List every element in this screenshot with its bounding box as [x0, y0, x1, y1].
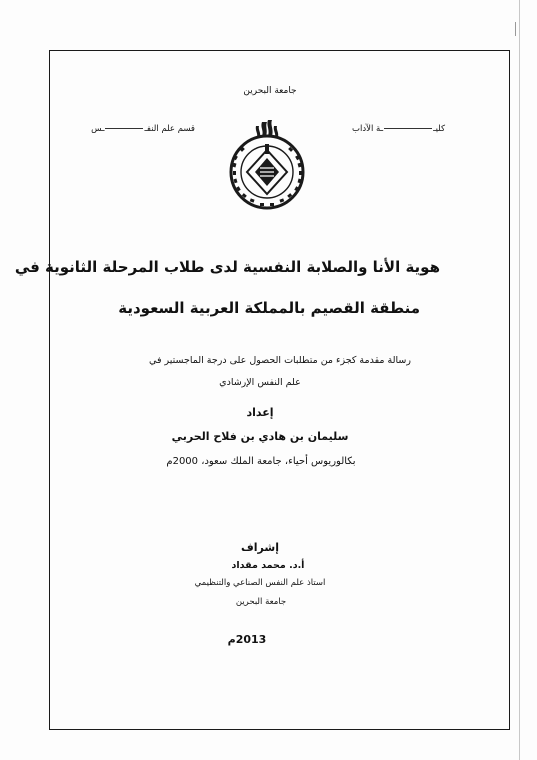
header-department [85, 124, 195, 134]
supervisor-university: جامعة البحرين [235, 597, 287, 607]
inner-emblem [247, 144, 287, 194]
department-suffix: ـس [91, 124, 105, 134]
thesis-statement-line-1: رسالة مقدمة كجزء من متطلبات الحصول على درجة الماجستير في [149, 355, 411, 366]
thesis-title-line-1: هوية الأنا والصلابة النفسية لدى طلاب المرحلة الثانوية في [14, 258, 440, 276]
thesis-statement-line-2: علم النفس الإرشادي [219, 377, 301, 388]
header-college [340, 124, 445, 134]
author-degree: بكالوريوس أحياء، جامعة الملك سعود، 2000م [166, 456, 356, 467]
page-edge-line [519, 0, 520, 760]
supervision-label: إشراف [241, 541, 279, 554]
prepared-by-label: إعداد [246, 406, 274, 419]
college-kashida-line [384, 128, 432, 129]
author-name: سليمان بن هادي بن فلاح الحربي [171, 430, 349, 443]
department-prefix: قسم علم النفـ [144, 124, 195, 134]
header-university: جامعة البحرين [243, 86, 297, 96]
department-kashida-line [105, 128, 143, 129]
college-suffix: ـة الآداب [351, 124, 384, 134]
university-seal-logo [216, 118, 318, 214]
university-seal-icon [216, 118, 318, 214]
supervisor-name: أ.د. محمد مقداد [231, 560, 305, 571]
thesis-title-line-2: منطقة القصيم بالمملكة العربية السعودية [118, 299, 420, 317]
page-edge-mark [515, 22, 516, 36]
torch-icon [256, 120, 278, 137]
college-prefix: كليـ [433, 124, 445, 134]
supervisor-role: استاذ علم النفس الصناعي والتنظيمي [194, 578, 326, 588]
submission-year: 2013م [227, 633, 267, 646]
